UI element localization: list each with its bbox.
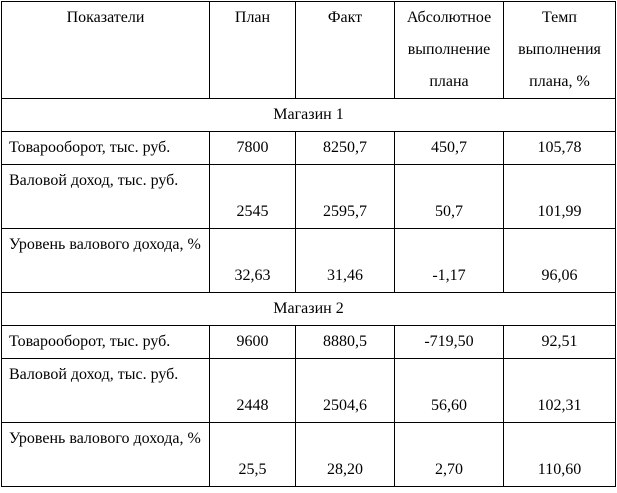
cell-absolute: 50,7 xyxy=(395,165,504,229)
table-row xyxy=(2,359,616,423)
row-label: Валовой доход, тыс. руб. xyxy=(2,165,210,229)
cell-absolute: -719,50 xyxy=(395,326,504,359)
section-title: Магазин 2 xyxy=(2,293,616,326)
cell-absolute: 450,7 xyxy=(395,132,504,165)
cell-fact: 8250,7 xyxy=(296,132,395,165)
cell-fact: 8880,5 xyxy=(296,326,395,359)
plan-fulfillment-table xyxy=(1,1,616,487)
cell-rate: 102,31 xyxy=(504,359,616,423)
cell-rate: 105,78 xyxy=(504,132,616,165)
cell-rate: 101,99 xyxy=(504,165,616,229)
row-label: Товарооборот, тыс. руб. xyxy=(2,132,210,165)
section-row-store-2 xyxy=(2,293,616,326)
row-label: Уровень валового дохода, % xyxy=(2,423,210,487)
header-fact: Факт xyxy=(296,2,395,99)
cell-fact: 2504,6 xyxy=(296,359,395,423)
cell-plan: 9600 xyxy=(210,326,296,359)
row-label: Уровень валового дохода, % xyxy=(2,229,210,293)
cell-rate: 96,06 xyxy=(504,229,616,293)
cell-plan: 7800 xyxy=(210,132,296,165)
header-fulfillment-rate: Темп выполнения плана, % xyxy=(504,2,616,99)
cell-plan: 2448 xyxy=(210,359,296,423)
table-row xyxy=(2,165,616,229)
table-row xyxy=(2,229,616,293)
cell-absolute: 2,70 xyxy=(395,423,504,487)
section-title: Магазин 1 xyxy=(2,99,616,132)
section-row-store-1 xyxy=(2,99,616,132)
cell-fact: 31,46 xyxy=(296,229,395,293)
cell-fact: 28,20 xyxy=(296,423,395,487)
cell-plan: 2545 xyxy=(210,165,296,229)
cell-rate: 92,51 xyxy=(504,326,616,359)
cell-plan: 25,5 xyxy=(210,423,296,487)
table-row xyxy=(2,132,616,165)
cell-absolute: 56,60 xyxy=(395,359,504,423)
row-label: Товарооборот, тыс. руб. xyxy=(2,326,210,359)
row-label: Валовой доход, тыс. руб. xyxy=(2,359,210,423)
table-header-row xyxy=(2,2,616,99)
cell-rate: 110,60 xyxy=(504,423,616,487)
header-plan: План xyxy=(210,2,296,99)
table-row xyxy=(2,326,616,359)
cell-plan: 32,63 xyxy=(210,229,296,293)
header-absolute-fulfillment: Абсолютное выполнение плана xyxy=(395,2,504,99)
table-row xyxy=(2,423,616,487)
cell-absolute: -1,17 xyxy=(395,229,504,293)
header-indicators: Показатели xyxy=(2,2,210,99)
cell-fact: 2595,7 xyxy=(296,165,395,229)
